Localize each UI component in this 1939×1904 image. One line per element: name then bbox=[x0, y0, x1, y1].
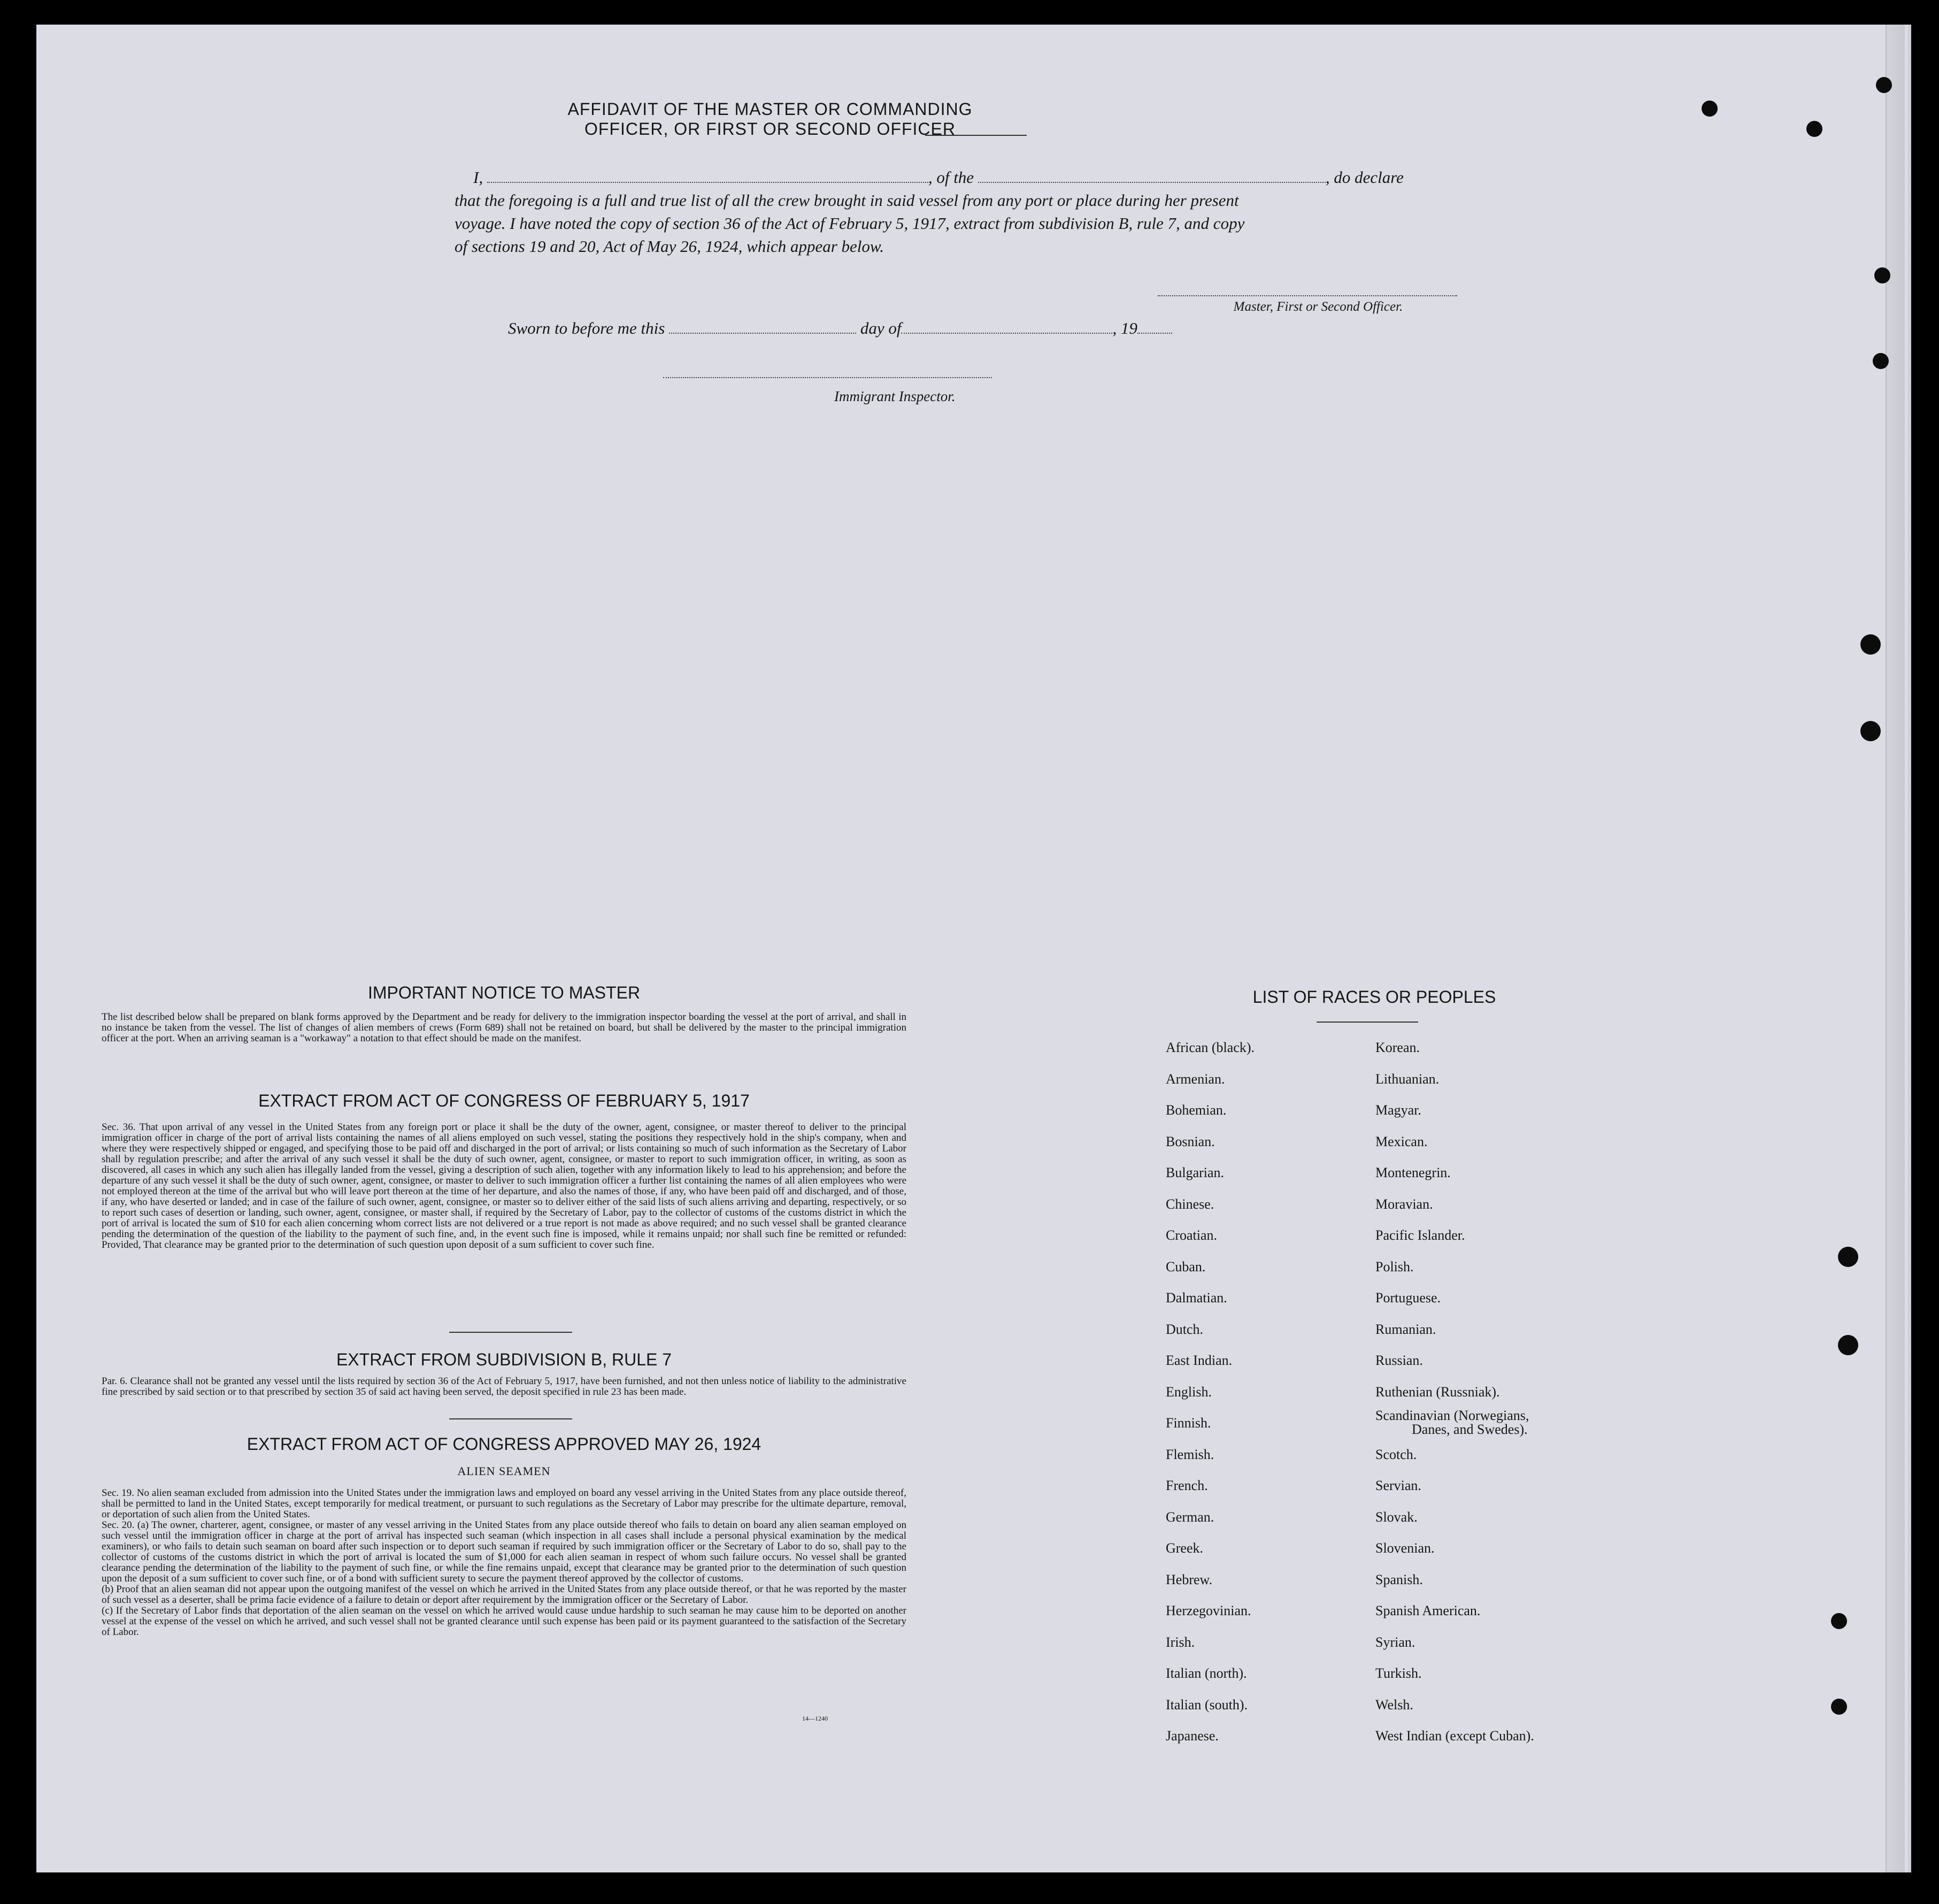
extract3-text bbox=[102, 1488, 906, 1638]
notice-title: IMPORTANT NOTICE TO MASTER bbox=[367, 983, 641, 1002]
extract3-paragraph: Sec. 19. No alien seaman excluded from admission into the United States under the immigration laws and employed on board any vessel arriving in the United States from any place outside thereof, shall be permitted to land in the United States, except temporarily for medical treatment, or pursuant to such regulations as the Secretary of Labor may prescribe for the ultimate departure, removal, or deportation of such alien from the United States. bbox=[102, 1487, 906, 1520]
race-item: Turkish. bbox=[1375, 1665, 1422, 1681]
binder-hole bbox=[1876, 77, 1892, 93]
race-item: Italian (north). bbox=[1166, 1665, 1247, 1681]
affidavit-body-line: of sections 19 and 20, Act of May 26, 1924, which appear below. bbox=[455, 237, 884, 256]
race-item: German. bbox=[1166, 1509, 1214, 1525]
extract3-subtitle: ALIEN SEAMEN bbox=[457, 1464, 551, 1478]
race-item: Spanish American. bbox=[1375, 1603, 1481, 1618]
notice-text: The list described below shall be prepared on blank forms approved by the Department and be ready for delivery to the immigration inspector boarding the vessel at the port of arrival, and shall in no instance be taken from the vessel. The list of changes of alien members of crews (Form 689) shall not be retained on board, but shall be delivered by the master to the principal immigration officer at the port. When an arriving seaman is a "workaway" a notation to that effect should be made on the manifest. bbox=[102, 1011, 906, 1044]
binder-hole bbox=[1806, 121, 1822, 137]
race-item: Spanish. bbox=[1375, 1571, 1423, 1587]
section-divider bbox=[449, 1418, 572, 1419]
race-item: Bohemian. bbox=[1166, 1102, 1227, 1118]
race-item: West Indian (except Cuban). bbox=[1375, 1728, 1534, 1744]
race-item: Welsh. bbox=[1375, 1696, 1413, 1713]
race-item: Hebrew. bbox=[1166, 1571, 1213, 1587]
race-item: Syrian. bbox=[1375, 1634, 1415, 1650]
race-item: Japanese. bbox=[1166, 1728, 1219, 1744]
affidavit-do-declare: , do declare bbox=[1325, 168, 1404, 187]
sworn-month-blank[interactable] bbox=[901, 320, 1112, 334]
extract3-title: EXTRACT FROM ACT OF CONGRESS APPROVED MAY 26, 1924 bbox=[247, 1434, 761, 1454]
sworn-prefix: Sworn to before me this bbox=[508, 319, 665, 337]
race-item: Finnish. bbox=[1166, 1415, 1211, 1431]
section-divider bbox=[449, 1332, 572, 1333]
race-item: Scandinavian (Norwegians, bbox=[1375, 1408, 1529, 1423]
race-item: French. bbox=[1166, 1478, 1208, 1493]
binder-hole bbox=[1838, 1247, 1858, 1267]
race-item: Italian (south). bbox=[1166, 1696, 1248, 1713]
race-item: Servian. bbox=[1375, 1478, 1421, 1493]
race-item: Bosnian. bbox=[1166, 1133, 1215, 1149]
race-item: Scotch. bbox=[1375, 1446, 1417, 1462]
sworn-date-blank[interactable] bbox=[669, 320, 856, 334]
race-item: Dutch. bbox=[1166, 1321, 1204, 1337]
binder-hole bbox=[1860, 634, 1881, 655]
extract3-paragraph: Sec. 20. (a) The owner, charterer, agent, consignee, or master of any vessel arriving in the United States from any place outside thereof who fails to detain on board any alien seaman employed on such vessel until the immigration officer in charge at the port of arrival has inspected such seaman (which inspection in all cases shall include a personal physical examination by the medical examiners), or who fails to detain such seaman on board after such inspection or to deport such seaman if required by such immigration officer or the Secretary of Labor to do so, shall pay to the collector of customs of the customs district in which the port of arrival is located the sum of $1,000 for each alien seaman in respect of whom such failure occurs. No vessel shall be granted clearance pending the determination of the liability to the payment of such fine, or while the fine remains unpaid, except that clearance may be granted prior to the determination of such question upon the deposit of a sum sufficient to cover such fine, or of a bond with sufficient surety to secure the payment thereof approved by the collector of customs. bbox=[102, 1519, 906, 1584]
races-title-rule bbox=[1317, 1022, 1418, 1023]
master-signature-line[interactable] bbox=[1158, 295, 1457, 296]
race-item: English. bbox=[1166, 1384, 1212, 1400]
race-item: Korean. bbox=[1375, 1040, 1420, 1055]
race-item: Greek. bbox=[1166, 1540, 1204, 1556]
race-item-continuation: Danes, and Swedes). bbox=[1412, 1422, 1528, 1437]
race-item: Dalmatian. bbox=[1166, 1290, 1227, 1306]
race-item: Montenegrin. bbox=[1375, 1165, 1451, 1180]
races-title: LIST OF RACES OR PEOPLES bbox=[1252, 987, 1496, 1007]
extract1-title: EXTRACT FROM ACT OF CONGRESS OF FEBRUARY 5, 1917 bbox=[258, 1091, 750, 1110]
race-item: Slovenian. bbox=[1375, 1540, 1435, 1556]
sworn-year-blank[interactable] bbox=[1137, 320, 1172, 334]
affidavit-title: AFFIDAVIT OF THE MASTER OR COMMANDING OFFICER, OR FIRST OR SECOND OFFICER bbox=[567, 99, 973, 139]
race-item: Croatian. bbox=[1166, 1227, 1218, 1243]
race-item: Rumanian. bbox=[1375, 1321, 1436, 1337]
binder-hole bbox=[1702, 101, 1718, 117]
affidavit-i: I, bbox=[473, 168, 483, 187]
sworn-statement bbox=[508, 319, 1172, 338]
binder-hole bbox=[1831, 1613, 1847, 1629]
binder-hole bbox=[1873, 353, 1889, 369]
page-edge-strip bbox=[1886, 25, 1905, 1872]
race-item: Herzegovinian. bbox=[1166, 1603, 1251, 1618]
race-item: Magyar. bbox=[1375, 1102, 1421, 1118]
form-number: 14—1240 bbox=[802, 1715, 828, 1722]
affidavit-title-rule bbox=[925, 135, 1027, 136]
binder-hole bbox=[1838, 1335, 1858, 1355]
affidavit-of-the: , of the bbox=[928, 168, 974, 187]
affidavit-body-line: that the foregoing is a full and true list of all the crew brought in said vessel from any port or place during her present bbox=[455, 191, 1239, 210]
race-item: Flemish. bbox=[1166, 1446, 1214, 1462]
race-item: Pacific Islander. bbox=[1375, 1227, 1465, 1243]
race-item: Russian. bbox=[1375, 1353, 1423, 1368]
affidavit-declaration-line bbox=[455, 166, 1495, 189]
race-item: African (black). bbox=[1166, 1040, 1255, 1055]
affidavit-body bbox=[455, 166, 1495, 258]
race-item: Bulgarian. bbox=[1166, 1165, 1225, 1180]
race-item: Polish. bbox=[1375, 1258, 1414, 1275]
vessel-blank[interactable] bbox=[978, 169, 1326, 183]
race-item: East Indian. bbox=[1166, 1353, 1233, 1368]
master-signature-label: Master, First or Second Officer. bbox=[1233, 300, 1403, 314]
binder-hole bbox=[1874, 267, 1890, 283]
race-item: Irish. bbox=[1166, 1634, 1195, 1650]
affidavit-body-line: voyage. I have noted the copy of section 36 of the Act of February 5, 1917, extract from subdivision B, rule 7, and copy bbox=[455, 214, 1245, 233]
race-item: Slovak. bbox=[1375, 1509, 1418, 1525]
race-item: Armenian. bbox=[1166, 1071, 1225, 1087]
extract2-text: Par. 6. Clearance shall not be granted any vessel until the lists required by section 36 of the Act of February 5, 1917, have been furnished, and not then unless notice of liability to the administrative fine prescribed by said section or to that prescribed by section 35 of said act having been served, the deposit specified in rule 23 has been made. bbox=[102, 1376, 906, 1398]
race-item: Moravian. bbox=[1375, 1196, 1433, 1212]
race-item: Cuban. bbox=[1166, 1258, 1206, 1275]
extract2-title: EXTRACT FROM SUBDIVISION B, RULE 7 bbox=[336, 1350, 672, 1369]
binder-hole bbox=[1831, 1699, 1847, 1715]
race-item: Portuguese. bbox=[1375, 1290, 1441, 1306]
race-item: Ruthenian (Russniak). bbox=[1375, 1384, 1500, 1400]
name-blank[interactable] bbox=[487, 169, 928, 183]
extract3-paragraph: (c) If the Secretary of Labor finds that deportation of the alien seaman on the vessel on which he arrived would cause undue hardship to such seaman he may cause him to be deported on another vessel at the expense of the vessel on which he arrived, and such vessel shall not be granted clearance until such expense has been paid or its payment guaranteed to the satisfaction of the Secretary of Labor. bbox=[102, 1605, 906, 1638]
race-item: Chinese. bbox=[1166, 1196, 1214, 1212]
race-item: Lithuanian. bbox=[1375, 1071, 1440, 1087]
inspector-signature-line[interactable] bbox=[663, 377, 992, 378]
extract1-text: Sec. 36. That upon arrival of any vessel in the United States from any foreign port or place it shall be the duty of the owner, agent, consignee, or master thereof to deliver to the principal immigration officer in charge of the port of arrival lists containing the names of all aliens employed on such vessel, stating the positions they respectively hold in the ship's company, when and where they were respectively shipped or engaged, and specifying those to be paid off and discharged in the port of arrival; or lists containing so much of such information as the Secretary of Labor shall by regulation prescribe; and after the arrival of any such vessel it shall be the duty of such owner, agent, consignee, or master to report to such immigration officer, in writing, as soon as discovered, all cases in which any such alien has illegally landed from the vessel, giving a description of such alien, together with any information likely to lead to his apprehension; and before the departure of any such vessel it shall be the duty of such owner, agent, consignee, or master to deliver to such immigration officer a further list containing the names of all alien employees who were not employed thereon at the time of the arrival but who will leave port thereon at the time of her departure, and also the names of those, if any, who have been paid off and discharged, and of those, if any, who have deserted or landed; and in case of the failure of such owner, agent, consignee, or master so to deliver either of the said lists of such aliens arriving and departing, respectively, or so to report such cases of desertion or landing, such owner, agent, consignee, or master shall, if required by the Secretary of Labor, pay to the collector of customs of the customs district in which the port of arrival is located the sum of $10 for each alien concerning whom correct lists are not delivered or a true report is not made as above required; and no such vessel shall be granted clearance pending the determination of the question of the liability to the payment of such fine, and, in the event such fine is imposed, while it remains unpaid; nor shall such fine be remitted or refunded: Provided, That clearance may be granted prior to the determination of such question upon deposit of a sum sufficient to cover such fine. bbox=[102, 1122, 906, 1250]
race-item: Mexican. bbox=[1375, 1133, 1428, 1149]
inspector-label: Immigrant Inspector. bbox=[834, 388, 956, 404]
binder-hole bbox=[1860, 721, 1881, 741]
sworn-year: , 19 bbox=[1112, 319, 1137, 337]
extract3-paragraph: (b) Proof that an alien seaman did not appear upon the outgoing manifest of the vessel on which he arrived in the United States from any place outside thereof, or that he was reported by the master of such vessel as a deserter, shall be prima facie evidence of a failure to detain or deport after requirement by the immigration officer or the Secretary of Labor. bbox=[102, 1584, 906, 1606]
sworn-day-of: day of bbox=[860, 319, 902, 337]
